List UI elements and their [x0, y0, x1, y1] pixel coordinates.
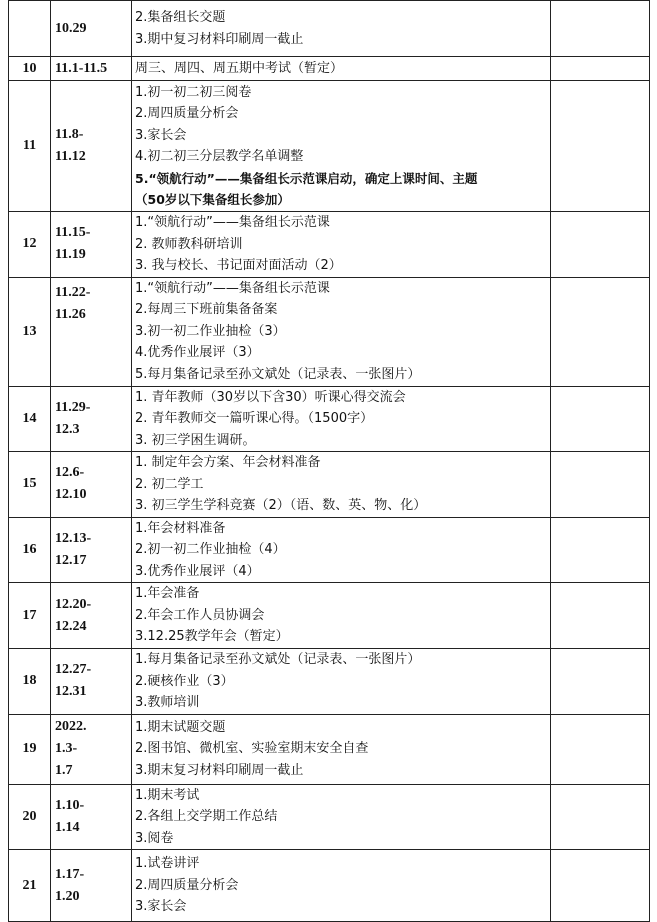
task-item: 3.阅卷 [135, 830, 174, 846]
week-number: 20 [9, 784, 51, 850]
task-item: 2.硬核作业（3） [135, 673, 234, 689]
week-number: 10 [9, 57, 51, 81]
notes-cell [551, 850, 650, 922]
notes-cell [551, 277, 650, 386]
notes-cell [551, 649, 650, 715]
week-dates [51, 1, 132, 57]
date-line: 10.29 [55, 20, 87, 36]
week-number: 19 [9, 714, 51, 784]
task-item: 周三、周四、周五期中考试（暂定） [135, 60, 344, 76]
week-tasks [132, 583, 551, 649]
date-line: 1.17- [55, 866, 85, 882]
week-dates [51, 81, 132, 212]
notes-cell [551, 452, 650, 518]
date-line: 11.8- [55, 127, 84, 142]
task-item: 1.初一初二初三阅卷 [135, 84, 252, 100]
table-row [9, 1, 650, 57]
task-item: 2.年会工作人员协调会 [135, 607, 265, 623]
notes-cell [551, 517, 650, 583]
week-tasks [132, 57, 551, 81]
schedule-table [8, 0, 650, 922]
week-tasks [132, 277, 551, 386]
task-item: 2.每周三下班前集备备案 [135, 302, 278, 318]
task-item: 2.周四质量分析会 [135, 106, 239, 121]
week-tasks [132, 714, 551, 784]
week-dates [51, 57, 132, 81]
week-tasks [132, 649, 551, 715]
week-dates [51, 784, 132, 850]
date-line: 1.14 [55, 819, 80, 835]
task-item: 1.年会材料准备 [135, 520, 226, 536]
date-line: 12.24 [55, 618, 87, 634]
task-item: 3.初一初二作业抽检（3） [135, 323, 286, 339]
task-item: 1. 制定年会方案、年会材料准备 [135, 455, 321, 470]
date-line: 1.10- [55, 797, 85, 813]
date-line: 11.26 [55, 306, 86, 322]
table-row [9, 212, 650, 278]
task-item: 2.周四质量分析会 [135, 877, 239, 893]
date-line: 1.7 [55, 763, 73, 778]
week-dates [51, 714, 132, 784]
task-item: 2. 教师教科研培训 [135, 236, 243, 252]
task-item: 5.每月集备记录至孙文斌处（记录表、一张图片） [135, 366, 421, 382]
task-item: 2.各组上交学期工作总结 [135, 809, 278, 824]
task-item: 3. 初三学生学科竞赛（2）（语、数、英、物、化） [135, 498, 427, 513]
task-item: 3.优秀作业展评（4） [135, 563, 260, 579]
table-row [9, 81, 650, 212]
date-line: 11.29- [55, 399, 91, 415]
notes-cell [551, 714, 650, 784]
task-item: （50岁以下集备组长参加） [135, 192, 290, 207]
week-tasks [132, 517, 551, 583]
task-item: 1.期末试题交题 [135, 719, 226, 735]
table-row [9, 714, 650, 784]
date-line: 12.6- [55, 465, 85, 481]
week-tasks [132, 850, 551, 922]
week-number: 12 [9, 212, 51, 278]
notes-cell [551, 212, 650, 278]
table-row [9, 649, 650, 715]
date-line: 12.3 [55, 421, 80, 437]
week-tasks [132, 212, 551, 278]
week-dates [51, 386, 132, 452]
task-item: 1. 青年教师（30岁以下含30）听课心得交流会 [135, 389, 406, 405]
table-row [9, 583, 650, 649]
week-dates [51, 212, 132, 278]
date-line: 11.15- [55, 225, 91, 241]
task-item: 1.“领航行动”——集备组长示范课 [135, 215, 330, 230]
task-item: 4.初二初三分层教学名单调整 [135, 149, 304, 164]
task-item: 3. 初三学困生调研。 [135, 432, 256, 448]
week-number: 11 [9, 81, 51, 212]
table-row [9, 850, 650, 922]
task-item: 2.图书馆、微机室、实验室期末安全自查 [135, 741, 369, 757]
date-line: 12.10 [55, 487, 87, 503]
date-line: 2022. [55, 719, 87, 734]
week-number: 14 [9, 386, 51, 452]
week-dates [51, 277, 132, 386]
task-item: 1.每月集备记录至孙文斌处（记录表、一张图片） [135, 652, 421, 667]
notes-cell [551, 583, 650, 649]
task-item: 1.“领航行动”——集备组长示范课 [135, 280, 330, 296]
week-number: 13 [9, 277, 51, 386]
week-tasks [132, 386, 551, 452]
task-item: 2. 初二学工 [135, 476, 204, 492]
date-line: 1.20 [55, 888, 80, 904]
table-row [9, 386, 650, 452]
date-line: 11.1-11.5 [55, 60, 108, 76]
date-line: 12.13- [55, 530, 92, 546]
week-tasks [132, 1, 551, 57]
week-number: 16 [9, 517, 51, 583]
task-item: 5.“领航行动”——集备组长示范课启动，确定上课时间、主题 [135, 170, 478, 186]
week-number: 17 [9, 583, 51, 649]
table-row [9, 517, 650, 583]
notes-cell [551, 1, 650, 57]
week-number: 21 [9, 850, 51, 922]
date-line: 12.20- [55, 596, 92, 612]
task-item: 3. 我与校长、书记面对面活动（2） [135, 258, 342, 273]
date-line: 12.27- [55, 662, 92, 678]
week-tasks [132, 784, 551, 850]
task-item: 1.期末考试 [135, 787, 200, 803]
week-number: 15 [9, 452, 51, 518]
date-line: 1.3- [55, 741, 78, 756]
schedule-body [9, 1, 650, 922]
task-item: 4.优秀作业展评（3） [135, 345, 260, 361]
task-item: 3.教师培训 [135, 695, 200, 710]
week-number: 18 [9, 649, 51, 715]
notes-cell [551, 784, 650, 850]
task-item: 2.集备组长交题 [135, 10, 226, 25]
task-item: 3.家长会 [135, 127, 187, 143]
task-item: 1.试卷讲评 [135, 856, 200, 872]
task-item: 3.期末复习材料印刷周一截止 [135, 762, 304, 778]
task-item: 3.12.25教学年会（暂定） [135, 629, 289, 645]
notes-cell [551, 386, 650, 452]
task-item: 3.家长会 [135, 899, 187, 915]
week-tasks [132, 452, 551, 518]
notes-cell [551, 81, 650, 212]
date-line: 11.22- [55, 284, 91, 300]
date-line: 11.19 [55, 247, 86, 263]
week-dates [51, 583, 132, 649]
week-dates [51, 517, 132, 583]
table-row [9, 452, 650, 518]
task-item: 3.期中复习材料印刷周一截止 [135, 31, 304, 47]
task-item: 1.年会准备 [135, 586, 200, 602]
date-line: 12.31 [55, 684, 87, 700]
task-item: 2.初一初二作业抽检（4） [135, 542, 286, 557]
week-tasks [132, 81, 551, 212]
week-dates [51, 850, 132, 922]
notes-cell [551, 57, 650, 81]
week-dates [51, 452, 132, 518]
week-dates [51, 649, 132, 715]
task-item: 2. 青年教师交一篇听课心得。（1500字） [135, 411, 374, 426]
date-line: 12.17 [55, 552, 87, 568]
week-number [9, 1, 51, 57]
date-line: 11.12 [55, 149, 86, 164]
table-row [9, 784, 650, 850]
table-row [9, 277, 650, 386]
table-row [9, 57, 650, 81]
